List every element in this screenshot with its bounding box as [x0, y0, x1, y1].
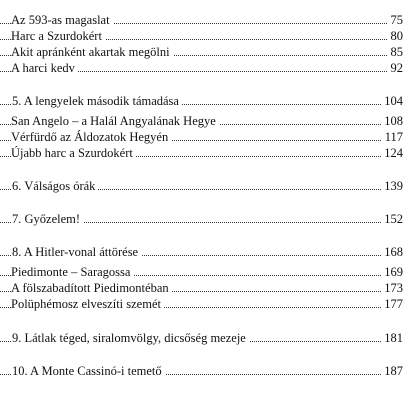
toc-entry-title: Újabb harc a Szurdokért	[11, 145, 136, 161]
toc-entry-page: 104	[381, 93, 403, 109]
toc-entry-title: A harci kedv	[11, 60, 78, 76]
toc-entry	[0, 129, 420, 145]
toc-entry-title: A fölszabadított Piedimontéban	[11, 280, 172, 296]
toc-chapter-title: 5. A lengyelek második támadása	[12, 93, 182, 109]
toc-chapter	[0, 330, 420, 346]
toc-entry-page: 169	[381, 264, 403, 280]
toc-entry	[0, 12, 420, 28]
toc-entry-page: 139	[381, 178, 403, 194]
toc-entry-title: Polüphémosz elveszíti szemét	[11, 296, 164, 312]
toc-entry-page: 187	[381, 363, 403, 379]
toc-entry	[0, 296, 420, 312]
toc-chapter	[0, 211, 420, 227]
toc-entry-page: 75	[388, 12, 404, 28]
toc-entry-title: Akit apránként akartak megölni	[11, 44, 173, 60]
toc-chapter-title: 10. A Monte Cassinó-i temető	[12, 363, 165, 379]
toc-entry-title: Piedimonte – Saragossa	[11, 264, 133, 280]
toc-entry	[0, 264, 420, 280]
toc-entry	[0, 145, 420, 161]
toc-chapter-title: 9. Látlak téged, siralomvölgy, dicsőség mezeje	[12, 330, 249, 346]
toc-entry	[0, 113, 420, 129]
toc-chapter	[0, 363, 420, 379]
toc-entry	[0, 280, 420, 296]
toc-entry-page: 117	[382, 129, 403, 145]
toc-entry-page: 181	[381, 330, 403, 346]
toc-chapter-title: 8. A Hitler-vonal áttörése	[12, 244, 141, 260]
toc-entry-page: 108	[381, 113, 403, 129]
toc-entry-page: 85	[388, 44, 404, 60]
toc-chapter	[0, 178, 420, 194]
toc-entry-title: Harc a Szurdokért	[11, 28, 105, 44]
toc-entry-page: 173	[381, 280, 403, 296]
toc-chapter-title: 6. Válságos órák	[12, 178, 98, 194]
toc-chapter	[0, 93, 420, 109]
toc-entry-page: 168	[381, 244, 403, 260]
toc-entry-page: 80	[388, 28, 404, 44]
toc-entry-title: Vérfürdő az Áldozatok Hegyén	[11, 129, 171, 145]
toc-entry-page: 92	[388, 60, 404, 76]
toc-entry-page: 177	[381, 296, 403, 312]
toc-entry	[0, 44, 420, 60]
toc-entry-page: 152	[381, 211, 403, 227]
toc-entry-title: Az 593-as magaslat	[11, 12, 113, 28]
toc-chapter-title: 7. Győzelem!	[12, 211, 83, 227]
toc-chapter	[0, 244, 420, 260]
toc-entry-page: 124	[381, 145, 403, 161]
toc-entry	[0, 28, 420, 44]
toc-entry	[0, 60, 420, 76]
toc-entry-title: San Angelo – a Halál Angyalának Hegye	[11, 113, 219, 129]
